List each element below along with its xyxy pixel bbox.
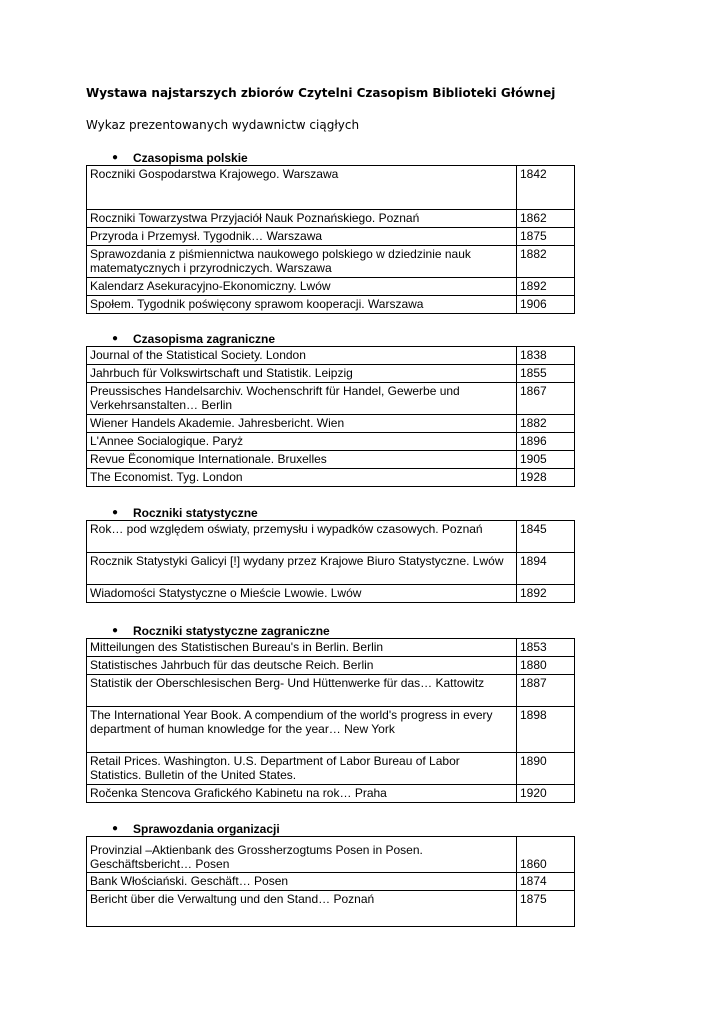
table-row — [87, 891, 575, 927]
bullet-icon: ● — [112, 625, 119, 636]
section-roczniki-statystyczne — [86, 506, 575, 603]
periodicals-table — [86, 520, 575, 603]
year-cell: 1905 — [517, 451, 575, 469]
bullet-icon: ● — [112, 152, 119, 163]
section-sprawozdania-organizacji — [86, 822, 575, 927]
year-cell: 1838 — [517, 347, 575, 365]
year-cell: 1882 — [517, 246, 575, 278]
title-cell: Mitteilungen des Statistischen Bureau's in Berlin. Berlin — [87, 639, 517, 657]
table-row — [87, 383, 575, 415]
table-row — [87, 785, 575, 803]
periodicals-table — [86, 346, 575, 487]
section-heading-label: Roczniki statystyczne zagraniczne — [133, 624, 330, 638]
title-cell: Statistik der Oberschlesischen Berg- Und Hüttenwerke für das… Kattowitz — [87, 675, 517, 707]
table-row — [87, 873, 575, 891]
table-row — [87, 639, 575, 657]
year-cell: 1853 — [517, 639, 575, 657]
table-row — [87, 433, 575, 451]
title-cell: Wiadomości Statystyczne o Mieście Lwowie. Lwów — [87, 585, 517, 603]
year-cell: 1874 — [517, 873, 575, 891]
page-title: Wystawa najstarszych zbiorów Czytelni Czasopism Biblioteki Głównej — [86, 86, 556, 100]
section-roczniki-statystyczne-zagraniczne — [86, 624, 575, 803]
title-cell: Sprawozdania z piśmiennictwa naukowego polskiego w dziedzinie nauk matematycznych i przyrodniczych. Warszawa — [87, 246, 517, 278]
bullet-icon: ● — [112, 507, 119, 518]
title-cell: Przyroda i Przemysł. Tygodnik… Warszawa — [87, 228, 517, 246]
section-heading-label: Roczniki statystyczne — [133, 506, 258, 520]
title-cell: Roczniki Gospodarstwa Krajowego. Warszawa — [87, 166, 517, 210]
year-cell: 1860 — [517, 837, 575, 873]
table-row — [87, 246, 575, 278]
year-cell: 1890 — [517, 753, 575, 785]
title-cell: L'Annee Socialogique. Paryż — [87, 433, 517, 451]
table-row — [87, 278, 575, 296]
section-heading-label: Sprawozdania organizacji — [133, 822, 280, 836]
table-row — [87, 347, 575, 365]
title-cell: Revue Ëconomique Internationale. Bruxelles — [87, 451, 517, 469]
title-cell: Społem. Tygodnik poświęcony sprawom kooperacji. Warszawa — [87, 296, 517, 314]
table-row — [87, 415, 575, 433]
table-row — [87, 521, 575, 553]
year-cell: 1862 — [517, 210, 575, 228]
periodicals-table — [86, 836, 575, 927]
title-cell: Retail Prices. Washington. U.S. Department of Labor Bureau of Labor Statistics. Bulletin of the United States. — [87, 753, 517, 785]
section-heading-label: Czasopisma zagraniczne — [133, 332, 276, 346]
title-cell: Bank Włościański. Geschäft… Posen — [87, 873, 517, 891]
table-row — [87, 296, 575, 314]
table-row — [87, 553, 575, 585]
year-cell: 1892 — [517, 278, 575, 296]
year-cell: 1875 — [517, 891, 575, 927]
table-row — [87, 753, 575, 785]
year-cell: 1896 — [517, 433, 575, 451]
section-czasopisma-zagraniczne — [86, 332, 575, 487]
title-cell: The Economist. Tyg. London — [87, 469, 517, 487]
title-cell: Bericht über die Verwaltung und den Stand… Poznań — [87, 891, 517, 927]
table-row — [87, 657, 575, 675]
year-cell: 1894 — [517, 553, 575, 585]
page-subtitle: Wykaz prezentowanych wydawnictw ciągłych — [86, 118, 360, 132]
table-row — [87, 451, 575, 469]
periodicals-table — [86, 638, 575, 803]
year-cell: 1845 — [517, 521, 575, 553]
title-cell: Rok… pod względem oświaty, przemysłu i wypadków czasowych. Poznań — [87, 521, 517, 553]
title-cell: Roczniki Towarzystwa Przyjaciół Nauk Poznańskiego. Poznań — [87, 210, 517, 228]
year-cell: 1842 — [517, 166, 575, 210]
title-cell: Preussisches Handelsarchiv. Wochenschrift für Handel, Gewerbe und Verkehrsanstalten… Berlin — [87, 383, 517, 415]
year-cell: 1928 — [517, 469, 575, 487]
table-row — [87, 707, 575, 753]
year-cell: 1855 — [517, 365, 575, 383]
section-heading — [86, 506, 575, 520]
year-cell: 1906 — [517, 296, 575, 314]
year-cell: 1867 — [517, 383, 575, 415]
section-heading — [86, 151, 575, 165]
section-heading — [86, 624, 575, 638]
section-heading — [86, 822, 575, 836]
title-cell: Statistisches Jahrbuch für das deutsche Reich. Berlin — [87, 657, 517, 675]
table-row — [87, 675, 575, 707]
bullet-icon: ● — [112, 333, 119, 344]
year-cell: 1892 — [517, 585, 575, 603]
table-row — [87, 585, 575, 603]
year-cell: 1887 — [517, 675, 575, 707]
year-cell: 1882 — [517, 415, 575, 433]
table-row — [87, 228, 575, 246]
periodicals-table — [86, 165, 575, 314]
section-heading — [86, 332, 575, 346]
title-cell: The International Year Book. A compendium of the world's progress in every department of human knowledge for the year… New York — [87, 707, 517, 753]
section-czasopisma-polskie — [86, 151, 575, 314]
section-heading-label: Czasopisma polskie — [133, 151, 248, 165]
bullet-icon: ● — [112, 823, 119, 834]
table-row — [87, 837, 575, 873]
year-cell: 1920 — [517, 785, 575, 803]
title-cell: Wiener Handels Akademie. Jahresbericht. Wien — [87, 415, 517, 433]
table-row — [87, 469, 575, 487]
title-cell: Ročenka Stencova Grafického Kabinetu na rok… Praha — [87, 785, 517, 803]
title-cell: Provinzial –Aktienbank des Grossherzogtums Posen in Posen. Geschäftsbericht… Posen — [87, 837, 517, 873]
table-row — [87, 365, 575, 383]
table-row — [87, 166, 575, 210]
year-cell: 1875 — [517, 228, 575, 246]
table-row — [87, 210, 575, 228]
title-cell: Jahrbuch für Volkswirtschaft und Statistik. Leipzig — [87, 365, 517, 383]
title-cell: Kalendarz Asekuracyjno-Ekonomiczny. Lwów — [87, 278, 517, 296]
year-cell: 1898 — [517, 707, 575, 753]
title-cell: Journal of the Statistical Society. London — [87, 347, 517, 365]
title-cell: Rocznik Statystyki Galicyi [!] wydany przez Krajowe Biuro Statystyczne. Lwów — [87, 553, 517, 585]
year-cell: 1880 — [517, 657, 575, 675]
